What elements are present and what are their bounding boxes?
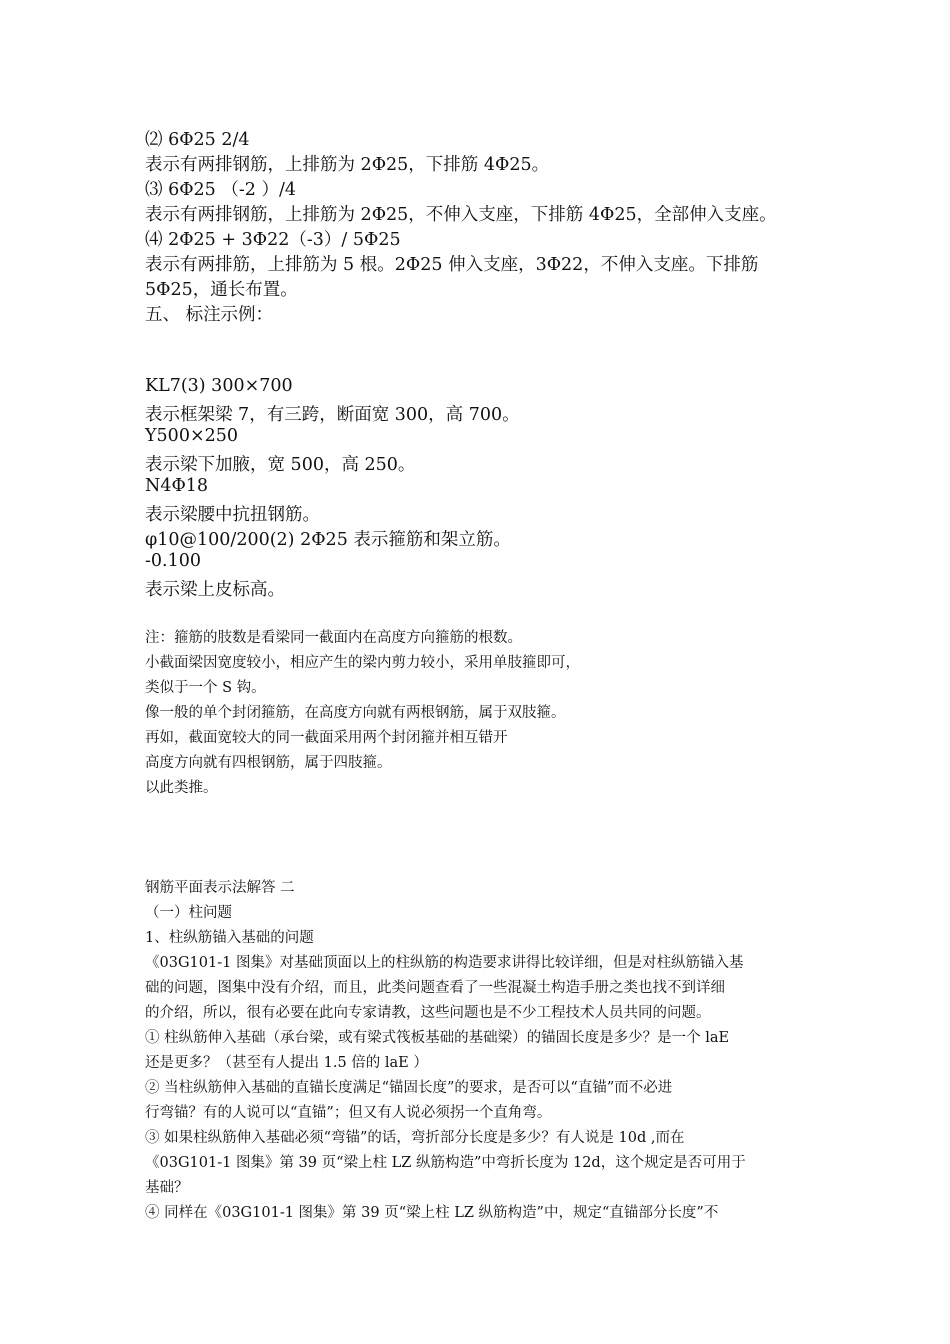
note-line: 以此类推。 [145,780,218,796]
paragraph-line: ④ 同样在《03G101-1 图集》第 39 页“梁上柱 LZ 纵筋构造”中，规定“直锚部分长度”不 [145,1205,719,1221]
paragraph-line: 《03G101-1 图集》对基础顶面以上的柱纵筋的构造要求讲得比较详细，但是对柱纵筋锚入基 [145,955,744,971]
text-line: KL7(3) 300×700 [145,376,293,396]
text-line: φ10@100/200(2) 2Φ25 表示箍筋和架立筋。 [145,530,511,550]
text-line: -0.100 [145,551,202,571]
text-line: 5Φ25，通长布置。 [145,280,298,300]
text-line: 表示有两排钢筋，上排筋为 2Φ25，不伸入支座，下排筋 4Φ25，全部伸入支座。 [145,205,777,225]
note-line: 类似于一个 S 钩。 [145,680,266,696]
note-line: 小截面梁因宽度较小，相应产生的梁内剪力较小，采用单肢箍即可， [145,655,580,671]
paragraph-line: ③ 如果柱纵筋伸入基础必须“弯锚”的话，弯折部分长度是多少？有人说是 10d ,而在 [145,1130,685,1146]
paragraph-line: 《03G101-1 图集》第 39 页“梁上柱 LZ 纵筋构造”中弯折长度为 12d，这个规定是否可用于 [145,1155,746,1171]
text-line: Y500×250 [145,426,239,446]
paragraph-line: 基础？ [145,1180,189,1196]
text-line: 表示梁上皮标高。 [145,580,285,600]
paragraph-line: ① 柱纵筋伸入基础（承台梁，或有梁式筏板基础的基础梁）的锚固长度是多少？是一个 laE [145,1030,730,1046]
question-title: 1、柱纵筋锚入基础的问题 [145,930,314,946]
subsection-title: （一）柱问题 [145,905,232,921]
note-line: 再如，截面宽较大的同一截面采用两个封闭箍并相互错开 [145,730,508,746]
text-line: 表示梁腰中抗扭钢筋。 [145,505,320,525]
paragraph-line: 行弯锚？有的人说可以“直锚”；但又有人说必须拐一个直角弯。 [145,1105,552,1121]
text-line: 表示梁下加腋，宽 500，高 250。 [145,455,416,475]
paragraph-line: 的介绍，所以，很有必要在此向专家请教，这些问题也是不少工程技术人员共同的问题。 [145,1005,711,1021]
paragraph-line: ② 当柱纵筋伸入基础的直锚长度满足“锚固长度”的要求，是否可以“直锚”而不必进 [145,1080,673,1096]
text-line: 表示框架梁 7，有三跨，断面宽 300，高 700。 [145,405,520,425]
text-line: 表示有两排筋，上排筋为 5 根。2Φ25 伸入支座，3Φ22，不伸入支座。下排筋 [145,255,759,275]
paragraph-line: 还是更多？（甚至有人提出 1.5 倍的 laE ） [145,1055,428,1071]
text-line: ⑶ 6Φ25 （-2 ）/4 [145,180,297,200]
note-line: 像一般的单个封闭箍筋，在高度方向就有两根钢筋，属于双肢箍。 [145,705,566,721]
section-title: 钢筋平面表示法解答 二 [145,880,295,896]
note-line: 注：箍筋的肢数是看梁同一截面内在高度方向箍筋的根数。 [145,630,522,646]
section-heading: 五、 标注示例： [145,305,274,325]
text-line: 表示有两排钢筋，上排筋为 2Φ25，下排筋 4Φ25。 [145,155,550,175]
text-line: N4Φ18 [145,476,209,496]
text-line: ⑵ 6Φ25 2/4 [145,130,250,150]
paragraph-line: 础的问题，图集中没有介绍，而且，此类问题查看了一些混凝土构造手册之类也找不到详细 [145,980,725,996]
text-line: ⑷ 2Φ25 + 3Φ22（-3）/ 5Φ25 [145,230,401,250]
note-line: 高度方向就有四根钢筋，属于四肢箍。 [145,755,392,771]
